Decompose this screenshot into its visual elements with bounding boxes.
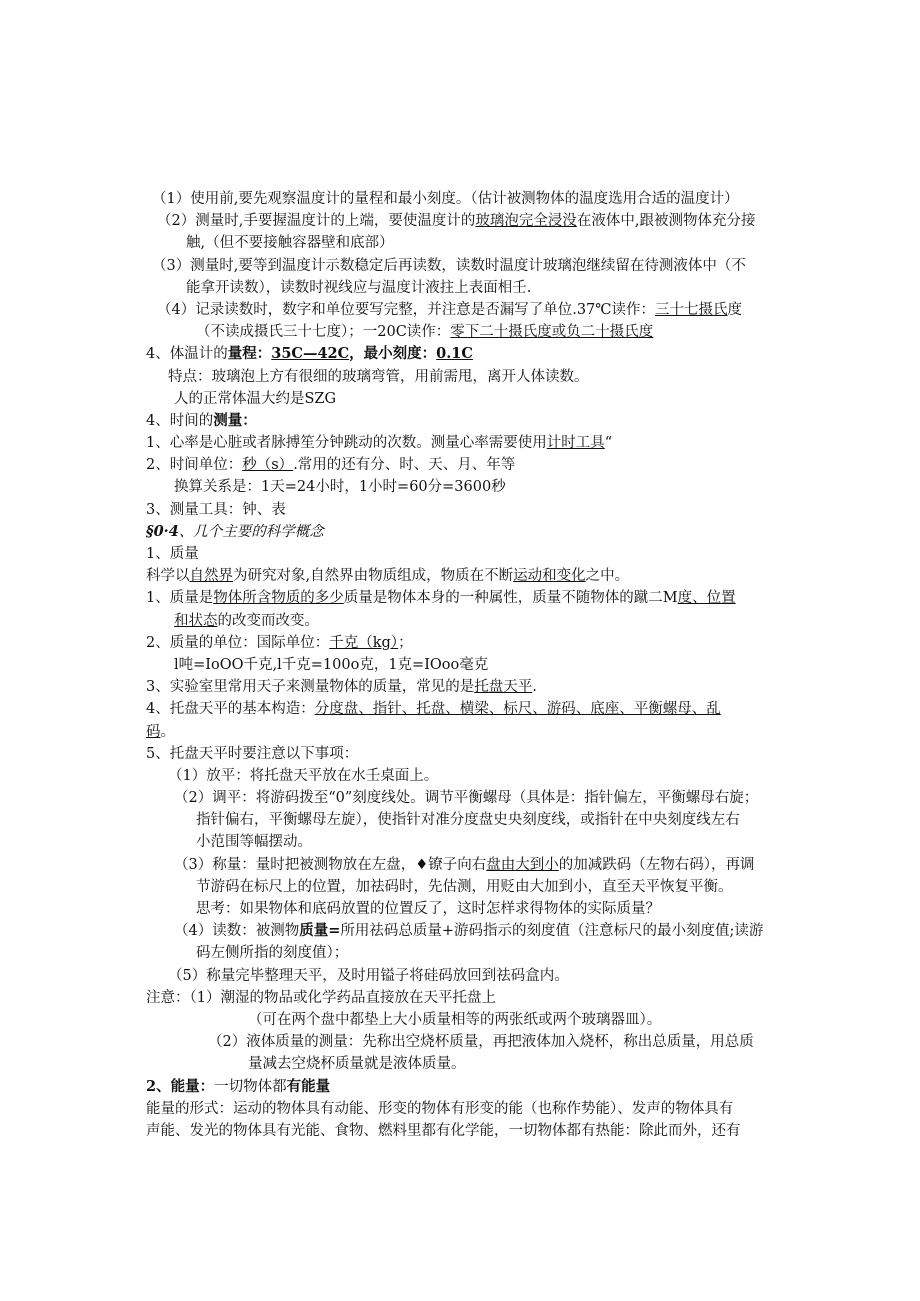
text-line: 1、质量 (146, 546, 199, 562)
text-line: 和状态的改变而改变。 (174, 612, 319, 629)
text-line: 4、时间的测量： (146, 411, 257, 429)
text-line: （3）测量时,要等到温度计示数稳定后再读数，读数时温度计玻璃泡继续留在待测液体中（不 (152, 257, 746, 274)
text-line: 注意：（1）潮湿的物品或化学药品直接放在天平托盘上 (146, 989, 496, 1006)
text-line: 节游码在标尺上的位置，加祛码时，先估测，用贬由大加到小，直至天平恢复平衡。 (196, 878, 733, 895)
section-heading: §0·4、几个主要的科学概念 (146, 522, 324, 540)
text-line: 1、心率是心脏或者脉搏笙分钟跳动的次数。测量心率需要使用计时工具“ (146, 435, 613, 452)
text-line: 小范围等幅摆动。 (196, 834, 312, 851)
text-line: （4）读数：被测物质量=所用祛码总质量+游码指示的刻度值（注意标尺的最小刻度值;读游 (174, 922, 764, 940)
document-body (146, 188, 790, 1142)
text-line: 能量的形式：运动的物体具有动能、形变的物体有形变的能（也称作势能）、发声的物体具有 (146, 1100, 734, 1117)
text-line: 3、测量工具：钟、表 (146, 501, 286, 518)
text-line: （5）称量完毕整理天平，及时用镒子将硅码放回到祛码盒内。 (168, 967, 569, 984)
text-line: （3）称量：量时把被测物放在左盘，♦镣子向右盘由大到小的加减跌码（左物右码），再调 (174, 856, 755, 873)
text-line: 5、托盘天平时要注意以下事项： (146, 745, 359, 762)
text-line: 特点：玻璃泡上方有很细的玻璃弯管，用前需甩，离开人体读数。 (168, 368, 589, 385)
text-line: 2、能量：一切物体都有能量 (146, 1077, 331, 1095)
text-line: 触,（但不要接触容器壁和底部） (186, 235, 394, 252)
text-line: 换算关系是：1天=24小时，1小时=60分=3600秒 (174, 479, 506, 496)
text-line: 码。 (146, 723, 175, 740)
text-line: （可在两个盘中都垫上大小质量相等的两张纸或两个玻璃器皿）。 (248, 1011, 662, 1028)
text-line: 2、质量的单位：国际单位：千克（kg）； (146, 634, 413, 651)
text-line: 4、托盘天平的基本构造：分度盘、指针、托盘、横梁、标尺、游码、底座、平衡螺母、乱 (146, 701, 721, 718)
text-line: （不读成摄氏三十七度）；一20C读作：零下二十摄氏度或负二十摄氏度 (196, 324, 654, 341)
text-line: 3、实验室里常用天子来测量物体的质量，常见的是托盘天平. (146, 679, 537, 696)
text-line: 人的正常体温大约是SZG (174, 390, 337, 407)
text-line: 思考：如果物体和底码放置的位置反了，这时怎样求得物体的实际质量？ (196, 901, 660, 917)
text-line: 4、体温计的量程：35C—42C，最小刻度：0.1C (146, 345, 473, 363)
text-line: （1）使用前,要先观察温度计的量程和最小刻度。（估计被测物体的温度选用合适的温度计） (152, 191, 739, 207)
text-line: 声能、发光的物体具有光能、食物、燃料里都有化学能，一切物体都有热能：除此而外，还有 (146, 1122, 741, 1139)
text-line: 量减去空烧杯质量就是液体质量。 (248, 1056, 466, 1073)
text-line: l吨=IoOO千克,l千克=100o克，1克=IOoo毫克 (174, 656, 489, 673)
text-line: （1）放平：将托盘天平放在水壬桌面上。 (168, 767, 439, 784)
text-line: 码左侧所指的刻度值）； (196, 945, 349, 962)
text-line: 能拿开读数），读数时视线应与温度计液拄上表面相壬. (186, 279, 532, 296)
text-line: （2）测量时,手要握温度计的上端，要使温度计的玻璃泡完全浸没在液体中,跟被测物体充分接 (157, 213, 756, 230)
text-line: 科学以自然界为研究对象,自然界由物质组成，物质在不断运动和变化之中。 (146, 568, 630, 585)
text-line: （2）调平：将游码拨至“0”刻度线处。调节平衡螺母（具体是：指针偏左，平衡螺母右旋； (174, 790, 759, 807)
text-line: 1、质量是物体所含物质的多少质量是物体本身的一种属性，质量不随物体的蹴二M度、位置 (146, 590, 736, 607)
text-line: （4）记录读数时，数字和单位要写完整，并注意是否漏写了单位.37℃读作：三十七摄氏度 (157, 301, 743, 318)
text-line: （2）液体质量的测量：先称出空烧杯质量，再把液体加入烧杯，称出总质量，用总质 (208, 1034, 754, 1051)
text-line: 指针偏右，平衡螺母左旋），使指针对准分度盘史央刻度线，或指针在中央刻度线左右 (196, 812, 740, 829)
text-line: 2、时间单位：秒（s）.常用的还有分、时、天、月、年等 (146, 457, 516, 474)
